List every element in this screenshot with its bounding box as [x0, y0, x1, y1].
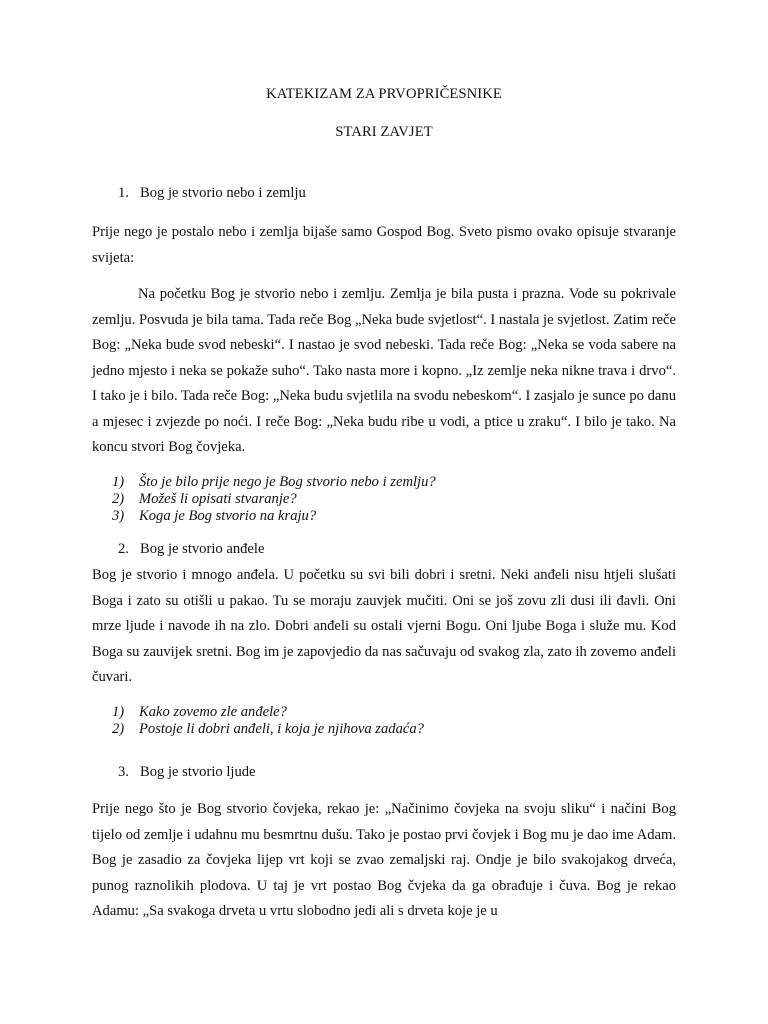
- question-item: [112, 721, 424, 738]
- section-heading-1: [118, 185, 306, 202]
- section-number: 3.: [118, 764, 129, 780]
- question-number: 3): [112, 508, 125, 525]
- paragraph: Prije nego što je Bog stvorio čovjeka, rekao je: „Načinimo čovjeka na svoju sliku“ i načini Bog tijelo od zemlje i udahnu mu besmrtnu dušu. Tako je postao prvi čovjek i Bog mu je dao ime Adam. Bog je zasadio za čovjeka lijep vrt koji se zvao zemaljski raj. Ondje je bilo svakojakog drveća, punog raznolikih plodova. U taj je vrt postao Bog čvjeka da ga obrađuje i čuva. Bog je rekao Adamu: „Sa svakoga drveta u vrtu slobodno jedi ali s drveta koje je u: [92, 801, 676, 919]
- section-number: 2.: [118, 541, 129, 557]
- section-number: 1.: [118, 185, 129, 201]
- question-item: [112, 704, 424, 721]
- question-text: Što je bilo prije nego je Bog stvorio nebo i zemlju?: [139, 474, 436, 490]
- section-title: Bog je stvorio ljude: [140, 764, 256, 780]
- paragraph: Na početku Bog je stvorio nebo i zemlju. Zemlja je bila pusta i prazna. Vode su pokrivale zemlju. Posvuda je bila tama. Tada reče Bog „Neka bude svjetlost“. I nastala je svjetlost. Zatim reče Bog: „Neka bude svod nebeski“. I nastao je svod nebeski. Tada reče Bog: „Neka se voda sabere na jedno mjesto i neka se pokaže suho“. Tako nasta more i kopno. „Iz zemlje neka nikne trava i drvo“. I tako je i bilo. Tada reče Bog: „Neka budu svjetlila na svodu nebeskom“. I zasjalo je sunce po danu a mjesec i zvjezde po noći. I reče Bog: „Neka budu ribe u vodi, a ptice u zraku“. I bilo je tako. Na koncu stvori Bog čovjeka.: [92, 286, 676, 455]
- question-item: [112, 491, 436, 508]
- section-heading-3: [118, 764, 256, 781]
- question-list: [112, 474, 436, 526]
- question-text: Postoje li dobri anđeli, i koja je njihova zadaća?: [139, 721, 424, 738]
- question-text: Koga je Bog stvorio na kraju?: [139, 508, 317, 525]
- question-item: [112, 508, 436, 525]
- paragraph: Prije nego je postalo nebo i zemlja bijaše samo Gospod Bog. Sveto pismo ovako opisuje stvaranje svijeta:: [92, 224, 676, 266]
- question-text: Kako zovemo zle anđele?: [139, 704, 287, 720]
- question-number: 1): [112, 704, 125, 720]
- question-item: [112, 474, 436, 491]
- question-number: 2): [112, 721, 125, 738]
- question-number: 1): [112, 474, 125, 490]
- document-title: KATEKIZAM ZA PRVOPRIČESNIKE: [266, 86, 502, 102]
- section-title: Bog je stvorio nebo i zemlju: [140, 185, 306, 201]
- question-list: [112, 704, 424, 738]
- question-number: 2): [112, 491, 125, 508]
- document-subtitle: STARI ZAVJET: [335, 124, 433, 140]
- section-title: Bog je stvorio anđele: [140, 541, 265, 557]
- section-heading-2: [118, 541, 264, 558]
- question-text: Možeš li opisati stvaranje?: [139, 491, 297, 508]
- paragraph: Bog je stvorio i mnogo anđela. U početku su svi bili dobri i sretni. Neki anđeli nisu htjeli slušati Boga i zato su otišli u pakao. Tu se moraju zauvjek mučiti. Oni se još zovu zli dusi ili đavli. Oni mrze ljude i navode ih na zlo. Dobri anđeli su ostali vjerni Bogu. Oni ljube Boga i služe mu. Kod Boga su zauvijek sretni. Bog im je zapovjedio da nas sačuvaju od svakog zla, zato ih zovemo anđeli čuvari.: [92, 567, 676, 685]
